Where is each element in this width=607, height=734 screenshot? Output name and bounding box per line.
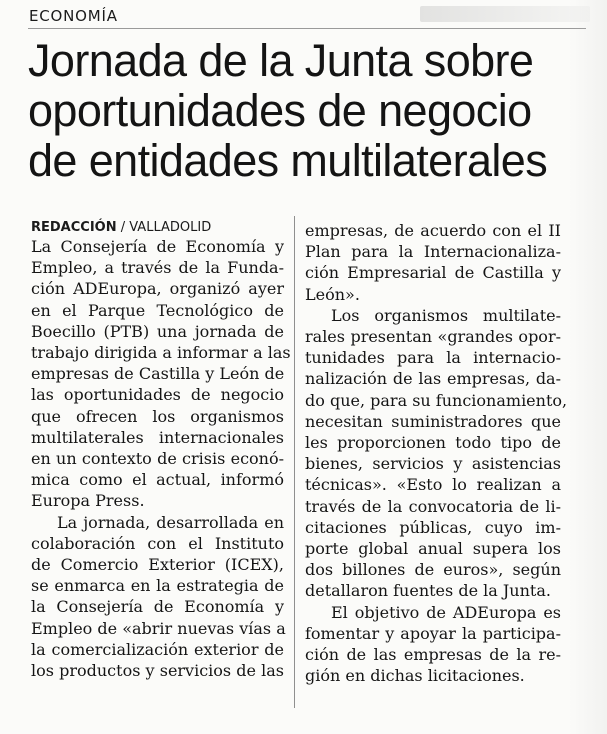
byline-city: VALLADOLID xyxy=(129,220,212,235)
text-line: nalización de las empresas, da- xyxy=(305,369,561,389)
text-line: ción ADEuropa, organizó ayer xyxy=(31,279,284,299)
section-rule xyxy=(28,28,586,29)
article-column-2 xyxy=(305,220,568,686)
text-line: las oportunidades de negocio xyxy=(31,385,284,405)
text-line: León». xyxy=(305,284,360,304)
text-line: rales presentan «grandes opor- xyxy=(305,327,561,347)
faded-header-strip xyxy=(420,6,590,22)
headline-line: Jornada de la Junta sobre xyxy=(28,35,534,86)
column-divider xyxy=(294,216,295,708)
text-line: gión en dichas licitaciones. xyxy=(305,666,525,686)
text-line: de Comercio Exterior (ICEX), xyxy=(31,555,284,575)
text-line: la Consejería de Economía y xyxy=(31,597,284,617)
text-line: través de la convocatoria de li- xyxy=(305,496,561,516)
text-line: los productos y servicios de las xyxy=(31,661,284,681)
text-line: mica como el actual, informó xyxy=(31,470,284,490)
text-line: en el Parque Tecnológico de xyxy=(31,300,284,320)
text-line: necesitan suministradores que xyxy=(305,411,561,431)
headline-line: oportunidades de negocio xyxy=(28,85,532,136)
text-line: El objetivo de ADEuropa es xyxy=(331,602,561,622)
text-line: que ofrecen los organismos xyxy=(31,406,284,426)
headline-line: de entidades multilaterales xyxy=(28,135,548,186)
text-line: multilaterales internacionales xyxy=(31,427,284,447)
byline-separator: / xyxy=(116,220,130,235)
text-line: Empleo de «abrir nuevas vías a xyxy=(31,618,286,638)
text-line: tunidades para la internacio- xyxy=(305,348,561,368)
article-column-1 xyxy=(31,236,291,681)
text-line: citaciones públicas, cuyo im- xyxy=(305,517,561,537)
text-line: se enmarca en la estrategia de xyxy=(31,576,284,596)
section-label: ECONOMÍA xyxy=(29,7,118,25)
text-line: ción Empresarial de Castilla y xyxy=(305,263,561,283)
text-line: Boecillo (PTB) una jornada de xyxy=(31,321,284,341)
text-line: les proporcionen todo tipo de xyxy=(305,433,561,453)
scan-edge-shading xyxy=(569,0,607,734)
text-line: trabajo dirigida a informar a las xyxy=(31,343,291,363)
byline-agency: REDACCIÓN xyxy=(31,220,117,235)
text-line: técnicas». «Esto lo realizan a xyxy=(305,475,561,495)
text-line: dos billones de euros», según xyxy=(305,560,561,580)
text-line: colaboración con el Instituto xyxy=(31,533,284,553)
text-line: La Consejería de Economía y xyxy=(31,237,284,256)
text-line: fomentar y apoyar la participa- xyxy=(305,623,561,643)
text-line: en un contexto de crisis econó- xyxy=(31,449,284,469)
text-line: empresas, de acuerdo con el II xyxy=(305,221,561,240)
text-line: empresas de Castilla y León de xyxy=(31,364,285,384)
text-line: Empleo, a través de la Funda- xyxy=(31,258,284,278)
text-line: ción de las empresas de la re- xyxy=(305,645,561,665)
text-line: Los organismos multilate- xyxy=(331,305,561,325)
text-line: Plan para la Internacionaliza- xyxy=(305,242,561,262)
text-line: porte global anual supera los xyxy=(305,539,561,559)
byline xyxy=(31,220,211,235)
text-line: bienes, servicios y asistencias xyxy=(305,454,561,474)
text-line: Europa Press. xyxy=(31,491,145,511)
text-line: La jornada, desarrollada en xyxy=(57,512,284,532)
text-line: la comercialización exterior de xyxy=(31,639,284,659)
text-line: detallaron fuentes de la Junta. xyxy=(305,581,551,601)
text-line: do que, para su funcionamiento, xyxy=(305,390,568,410)
article-headline xyxy=(28,36,598,186)
